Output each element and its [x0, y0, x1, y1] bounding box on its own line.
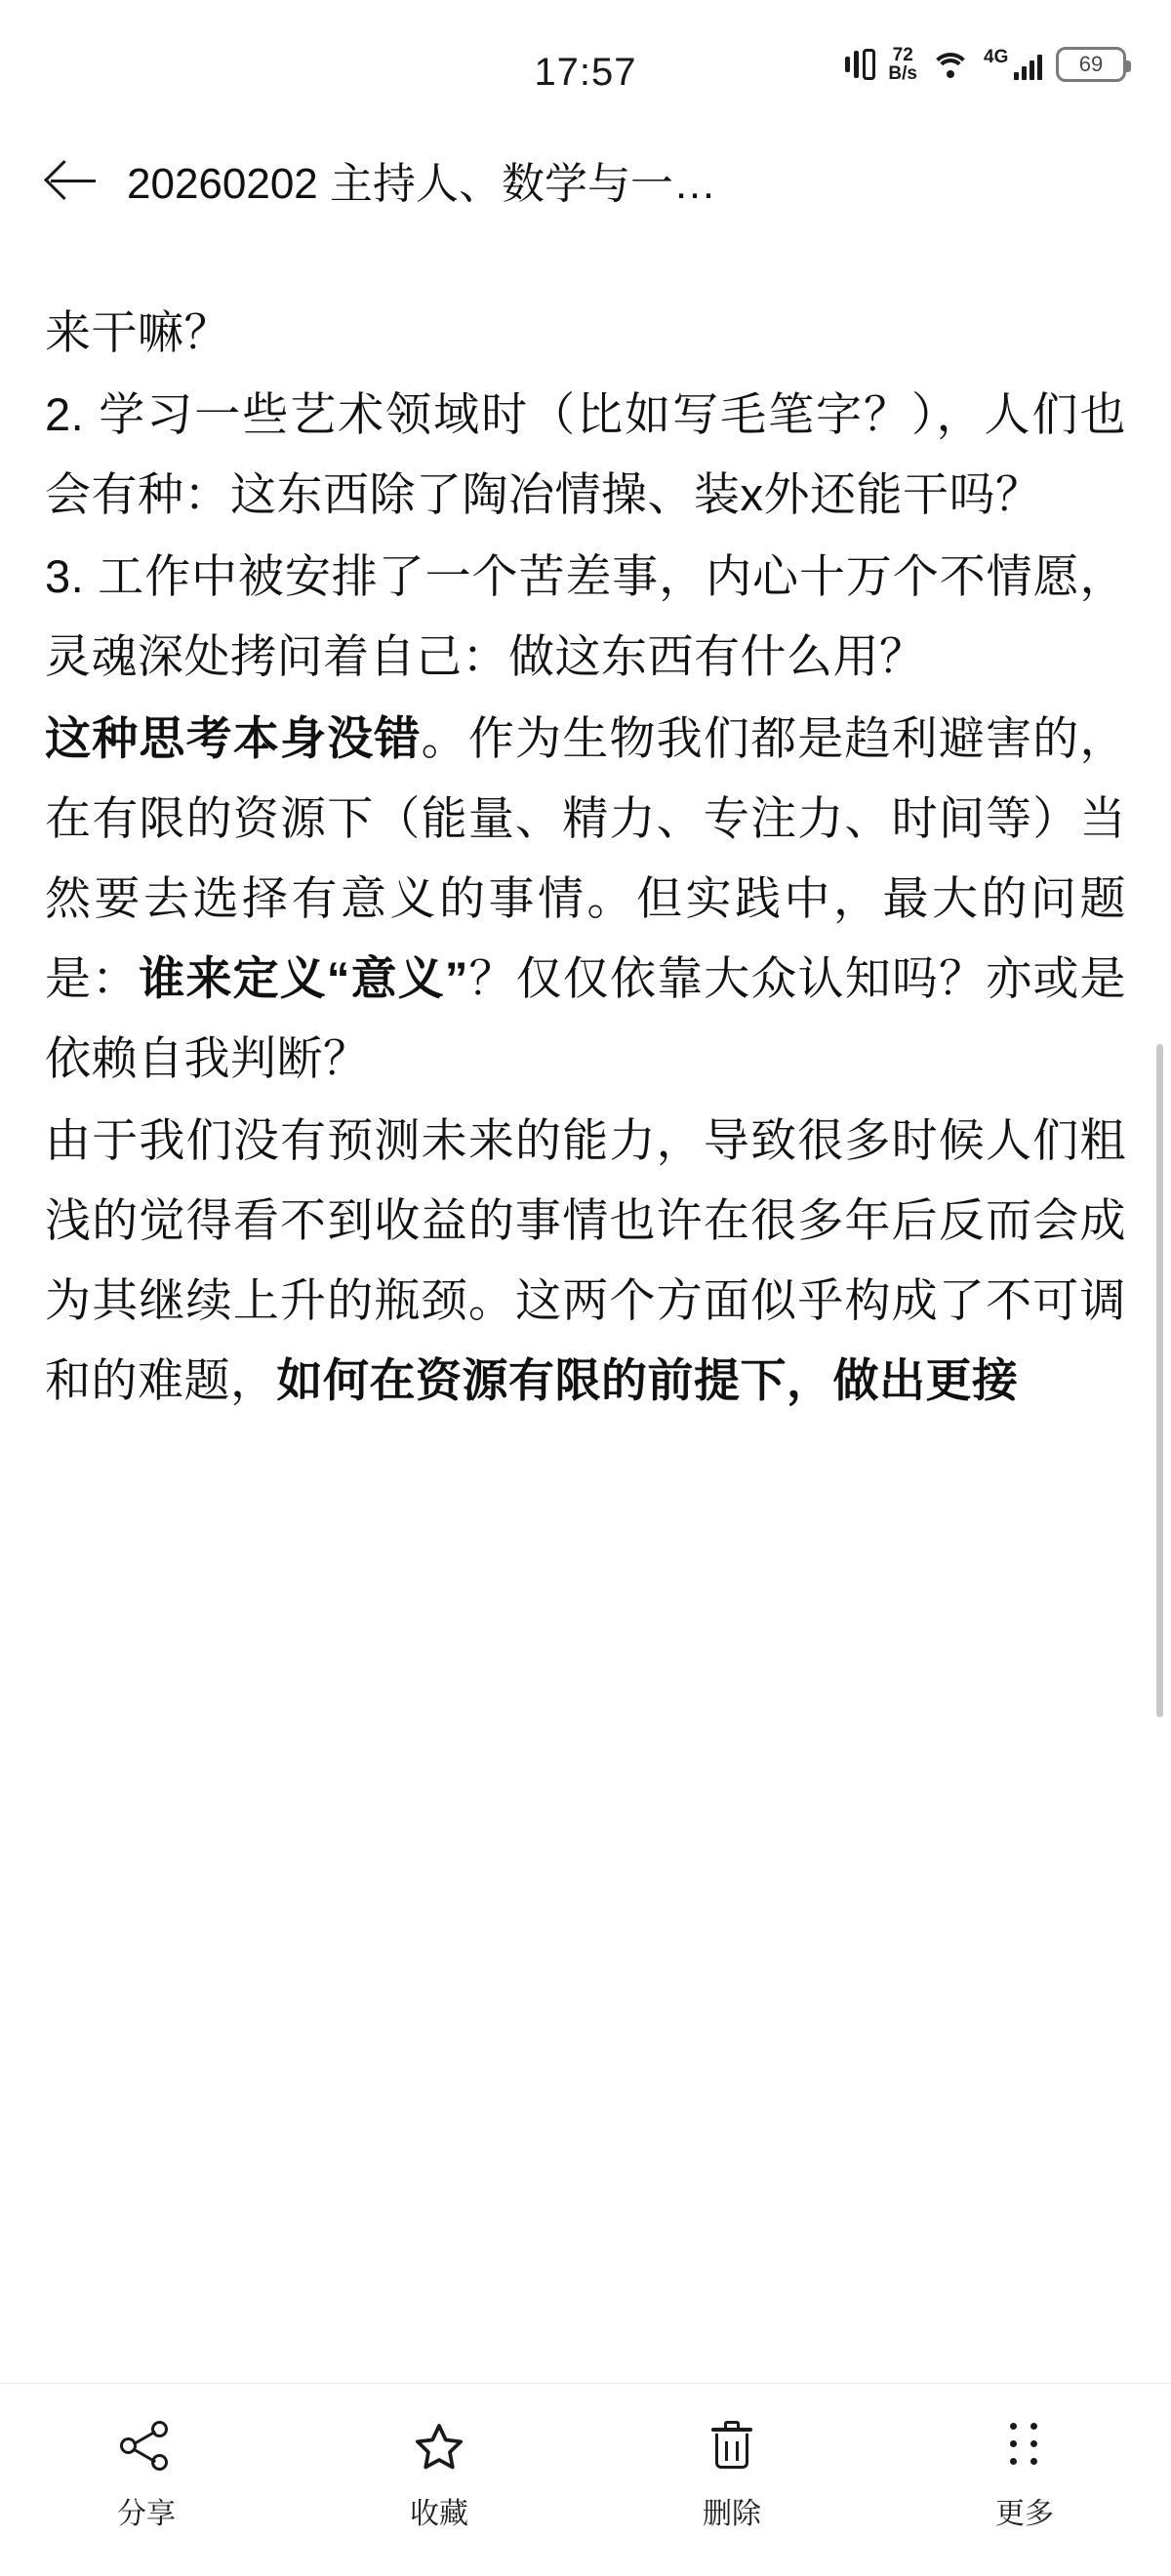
- trash-icon: [705, 2419, 759, 2474]
- article-paragraph: 2. 学习一些艺术领域时（比如写毛笔字？），人们也会有种：这东西除了陶冶情操、装x外还能干吗？: [45, 388, 1126, 520]
- page-title: 20260202 主持人、数学与一…: [127, 160, 716, 208]
- delete-button[interactable]: [634, 2419, 829, 2532]
- battery-percent: 69: [1078, 52, 1104, 76]
- delete-button-label: 删除: [703, 2497, 761, 2530]
- status-time: 17:57: [534, 51, 637, 94]
- signal-label: 4G: [984, 47, 1009, 67]
- battery-icon: [1056, 47, 1126, 82]
- network-speed-indicator: [888, 46, 917, 83]
- more-button[interactable]: [927, 2419, 1122, 2532]
- title-bar: [0, 117, 1171, 242]
- network-speed-value: 72: [892, 45, 913, 65]
- content-fade-mask: [0, 2344, 1171, 2383]
- vibrate-icon: [845, 45, 874, 84]
- share-button[interactable]: [49, 2419, 244, 2532]
- back-arrow-icon[interactable]: [45, 152, 100, 207]
- article-paragraph: 这种思考本身没错。作为生物我们都是趋利避害的，在有限的资源下（能量、精力、专注力、时间等）当然要去选择有意义的事情。但实践中，最大的问题是：谁来定义“意义”？仅仅依靠大众认知吗？亦或是依赖自我判断？: [45, 712, 1127, 1084]
- network-speed-unit: B/s: [888, 63, 917, 84]
- share-icon: [119, 2419, 174, 2474]
- wifi-icon: [931, 49, 970, 80]
- article-content[interactable]: [0, 293, 1171, 2361]
- more-button-label: 更多: [995, 2497, 1054, 2530]
- bottom-toolbar: [0, 2383, 1171, 2576]
- favorite-button-label: 收藏: [410, 2497, 468, 2530]
- status-icons: [845, 45, 1126, 84]
- star-icon: [412, 2419, 466, 2474]
- signal-icon: [984, 47, 1042, 82]
- favorite-button[interactable]: [342, 2419, 537, 2532]
- more-dots-icon: [997, 2419, 1052, 2474]
- share-button-label: 分享: [117, 2497, 176, 2530]
- article-paragraph: 由于我们没有预测未来的能力，导致很多时候人们粗浅的觉得看不到收益的事情也许在很多年后反而会成为其继续上升的瓶颈。这两个方面似乎构成了不可调和的难题，如何在资源有限的前提下，做出更接: [45, 1114, 1126, 1406]
- article-paragraph: 3. 工作中被安排了一个苦差事，内心十万个不情愿，灵魂深处拷问着自己：做这东西有什么用？: [45, 550, 1126, 682]
- vertical-scrollbar[interactable]: [1156, 1044, 1163, 1717]
- article-paragraph: 来干嘛？: [45, 306, 230, 358]
- status-bar: [0, 0, 1171, 117]
